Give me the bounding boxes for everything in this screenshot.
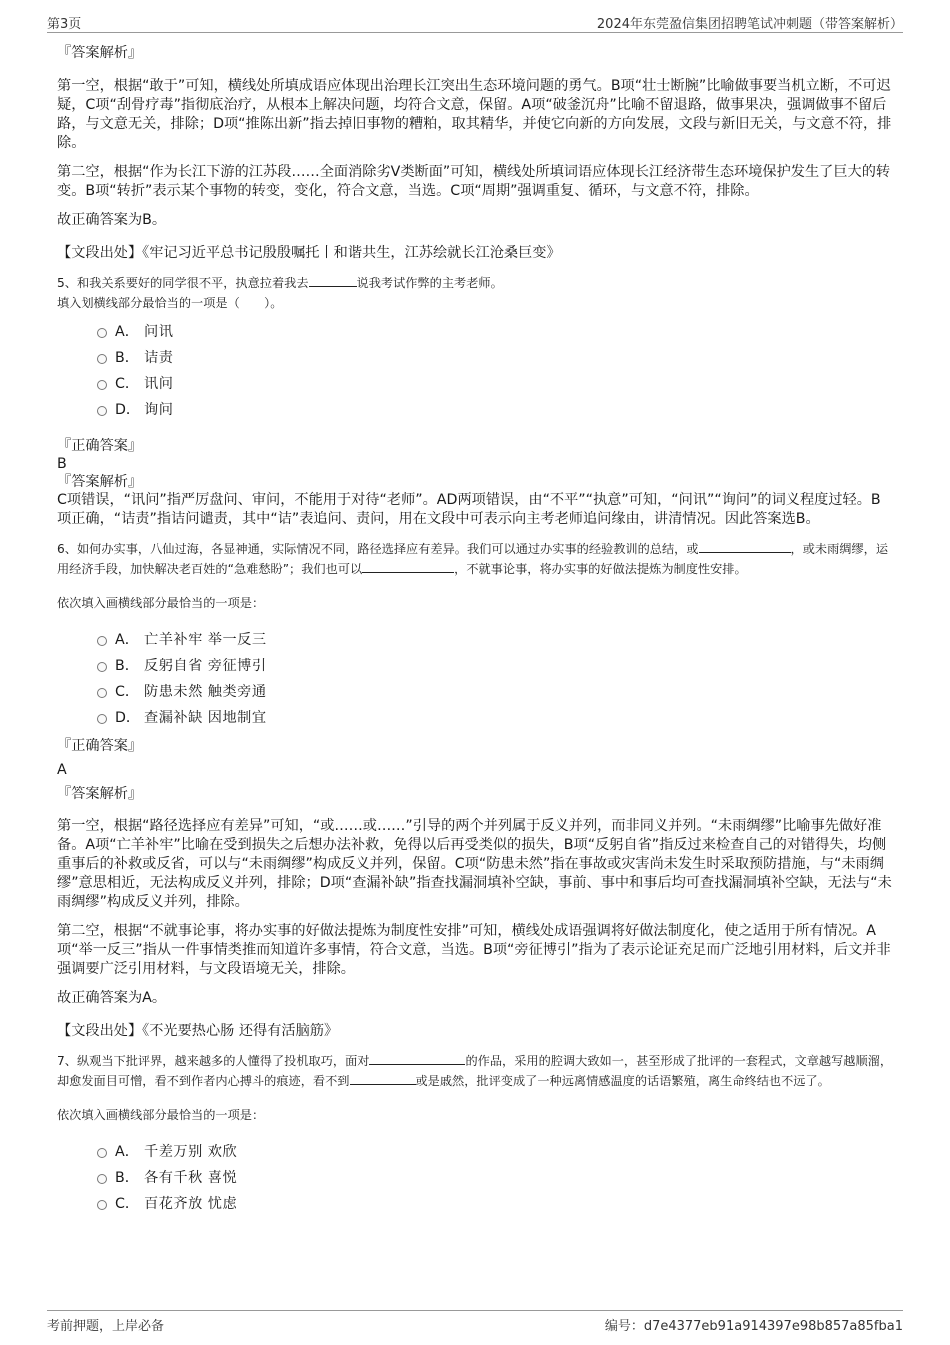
q5-analysis: C项错误，“讯问”指严厉盘问、审问，不能用于对待“老师”。AD两项错误，由“不平”“执意”可知，“问讯”“询问”的词义程度过轻。B项正确，“诘责”指诘问谴责，其中“诘”表追问、责问，用在文段中可表示向主考老师追问缘由，讲清情况。因此答案选B。 bbox=[57, 492, 881, 527]
q4-analysis-para1: 第一空，根据“敢于”可知，横线处所填成语应体现出治理长江突出生态环境问题的勇气。B项“壮士断腕”比喻做事要当机立断，不可迟疑，C项“刮骨疗毒”指彻底治疗，从根本上解决问题，均符合文意，保留。A项“破釜沉舟”比喻不留退路，做事果决，强调做事不留后路，与文意无关，排除；D项“推陈出新”指去掉旧事物的糟粕，取其精华，并使它向新的方向发展，文段与新旧无关，与文意不符，排除。 bbox=[57, 78, 892, 151]
q6-blank-1 bbox=[699, 539, 791, 553]
q5-correct-label: 『正确答案』 bbox=[57, 438, 143, 454]
q6-blank-2 bbox=[362, 559, 454, 573]
radio-icon[interactable] bbox=[97, 1148, 107, 1158]
q5-analysis-label: 『答案解析』 bbox=[57, 474, 143, 490]
page-number: 第3页 bbox=[47, 17, 82, 32]
q6-option-d[interactable]: D． 查漏补缺 因地制宜 bbox=[97, 705, 892, 731]
page-content bbox=[57, 44, 892, 1217]
q6-source: 【文段出处】《不光要热心肠 还得有活脑筋》 bbox=[57, 1023, 339, 1039]
q5-stem-after: 说我考试作弊的主考老师。 bbox=[356, 276, 503, 290]
page-footer bbox=[47, 1310, 903, 1335]
q7-option-c[interactable]: C． 百花齐放 忧虑 bbox=[97, 1191, 892, 1217]
q7-option-b[interactable]: B． 各有千秋 喜悦 bbox=[97, 1165, 892, 1191]
q5-blank bbox=[309, 273, 357, 287]
q7-option-a[interactable]: A． 千差万别 欢欣 bbox=[97, 1139, 892, 1165]
footer-slogan: 考前押题，上岸必备 bbox=[47, 1319, 165, 1334]
q5-stem bbox=[57, 273, 892, 293]
document-code: 编号：d7e4377eb91a914397e98b857a85fba1 bbox=[604, 1319, 903, 1334]
page-header bbox=[47, 10, 903, 33]
q5-options bbox=[97, 319, 892, 423]
radio-icon[interactable] bbox=[97, 328, 107, 338]
q6-analysis-label: 『答案解析』 bbox=[57, 786, 143, 802]
q4-analysis-label: 『答案解析』 bbox=[57, 45, 143, 61]
q6-analysis-para2: 第二空，根据“不就事论事，将办实事的好做法提炼为制度性安排”可知，横线处成语强调将好做法制度化，使之适用于所有情况。A项“举一反三”指从一件事情类推而知道许多事情，符合文意，当选。B项“旁征博引”指为了表示论证充足而广泛地引用材料，后文并非强调要广泛引用材料，与文段语境无关，排除。 bbox=[57, 923, 891, 977]
radio-icon[interactable] bbox=[97, 1200, 107, 1210]
radio-icon[interactable] bbox=[97, 1174, 107, 1184]
q7-prompt: 依次填入画横线部分最恰当的一项是： bbox=[57, 1108, 265, 1122]
document-title: 2024年东莞盈信集团招聘笔试冲刺题（带答案解析） bbox=[596, 17, 903, 32]
q5-option-c[interactable]: C． 讯问 bbox=[97, 371, 892, 397]
q5-stem-before: 5、和我关系要好的同学很不平，执意拉着我去 bbox=[57, 276, 309, 290]
q4-conclusion: 故正确答案为B。 bbox=[57, 212, 167, 228]
radio-icon[interactable] bbox=[97, 688, 107, 698]
q5-option-a[interactable]: A． 问讯 bbox=[97, 319, 892, 345]
radio-icon[interactable] bbox=[97, 380, 107, 390]
q5-correct-answer: B bbox=[57, 456, 67, 472]
q6-correct-label: 『正确答案』 bbox=[57, 738, 143, 754]
q6-stem: 6、如何办实事，八仙过海，各显神通，实际情况不同，路径选择应有差异。我们可以通过办实事的经验教训的总结，或 ，或未雨绸缪，运用经济手段，加快解决老百姓的“急难愁盼”；我们也可以 ，不就事论事，将办实事的好做法提炼为制度性安排。 bbox=[57, 539, 892, 579]
q7-stem: 7、纵观当下批评界，越来越多的人懂得了投机取巧，面对 的作品，采用的腔调大致如一，甚至形成了批评的一套程式，文章越写越顺溜，却愈发面目可憎，看不到作者内心搏斗的痕迹，看不到 或是戚然，批评变成了一种远离情感温度的话语繁殖，离生命终结也不远了。 bbox=[57, 1051, 892, 1091]
q5-prompt: 填入划横线部分最恰当的一项是（ ）。 bbox=[57, 296, 283, 310]
radio-icon[interactable] bbox=[97, 714, 107, 724]
q5-option-b[interactable]: B． 诘责 bbox=[97, 345, 892, 371]
q6-option-a[interactable]: A． 亡羊补牢 举一反三 bbox=[97, 627, 892, 653]
q6-conclusion: 故正确答案为A。 bbox=[57, 990, 167, 1006]
q4-source: 【文段出处】《牢记习近平总书记殷殷嘱托丨和谐共生，江苏绘就长江沧桑巨变》 bbox=[57, 245, 561, 261]
q6-prompt: 依次填入画横线部分最恰当的一项是： bbox=[57, 596, 265, 610]
radio-icon[interactable] bbox=[97, 636, 107, 646]
radio-icon[interactable] bbox=[97, 354, 107, 364]
radio-icon[interactable] bbox=[97, 662, 107, 672]
q6-correct-answer: A bbox=[57, 762, 67, 778]
radio-icon[interactable] bbox=[97, 406, 107, 416]
q6-option-b[interactable]: B． 反躬自省 旁征博引 bbox=[97, 653, 892, 679]
q6-option-c[interactable]: C． 防患未然 触类旁通 bbox=[97, 679, 892, 705]
q6-analysis-para1: 第一空，根据“路径选择应有差异”可知，“或……或……”引导的两个并列属于反义并列，而非同义并列。“未雨绸缪”比喻事先做好准备。A项“亡羊补牢”比喻在受到损失之后想办法补救，免得以后再受类似的损失，B项“反躬自省”指反过来检查自己的对错得失，均侧重事后的补救或反省，可以与“未雨绸缪”构成反义并列，保留。C项“防患未然”指在事故或灾害尚未发生时采取预防措施，与“未雨绸缪”意思相近，无法构成反义并列，排除；D项“查漏补缺”指查找漏洞填补空缺，事前、事中和事后均可查找漏洞填补空缺，无法与“未雨绸缪”构成反义并列，排除。 bbox=[57, 818, 892, 910]
q4-analysis-para2: 第二空，根据“作为长江下游的江苏段……全面消除劣V类断面”可知，横线处所填词语应体现长江经济带生态环境保护发生了巨大的转变。B项“转折”表示某个事物的转变，变化，符合文意，当选。C项“周期”强调重复、循环，与文意不符，排除。 bbox=[57, 164, 891, 199]
q7-blank-1 bbox=[369, 1051, 465, 1065]
q7-blank-2 bbox=[350, 1071, 416, 1085]
q5-option-d[interactable]: D． 询问 bbox=[97, 397, 892, 423]
q6-options bbox=[97, 627, 892, 731]
q7-options bbox=[97, 1139, 892, 1217]
